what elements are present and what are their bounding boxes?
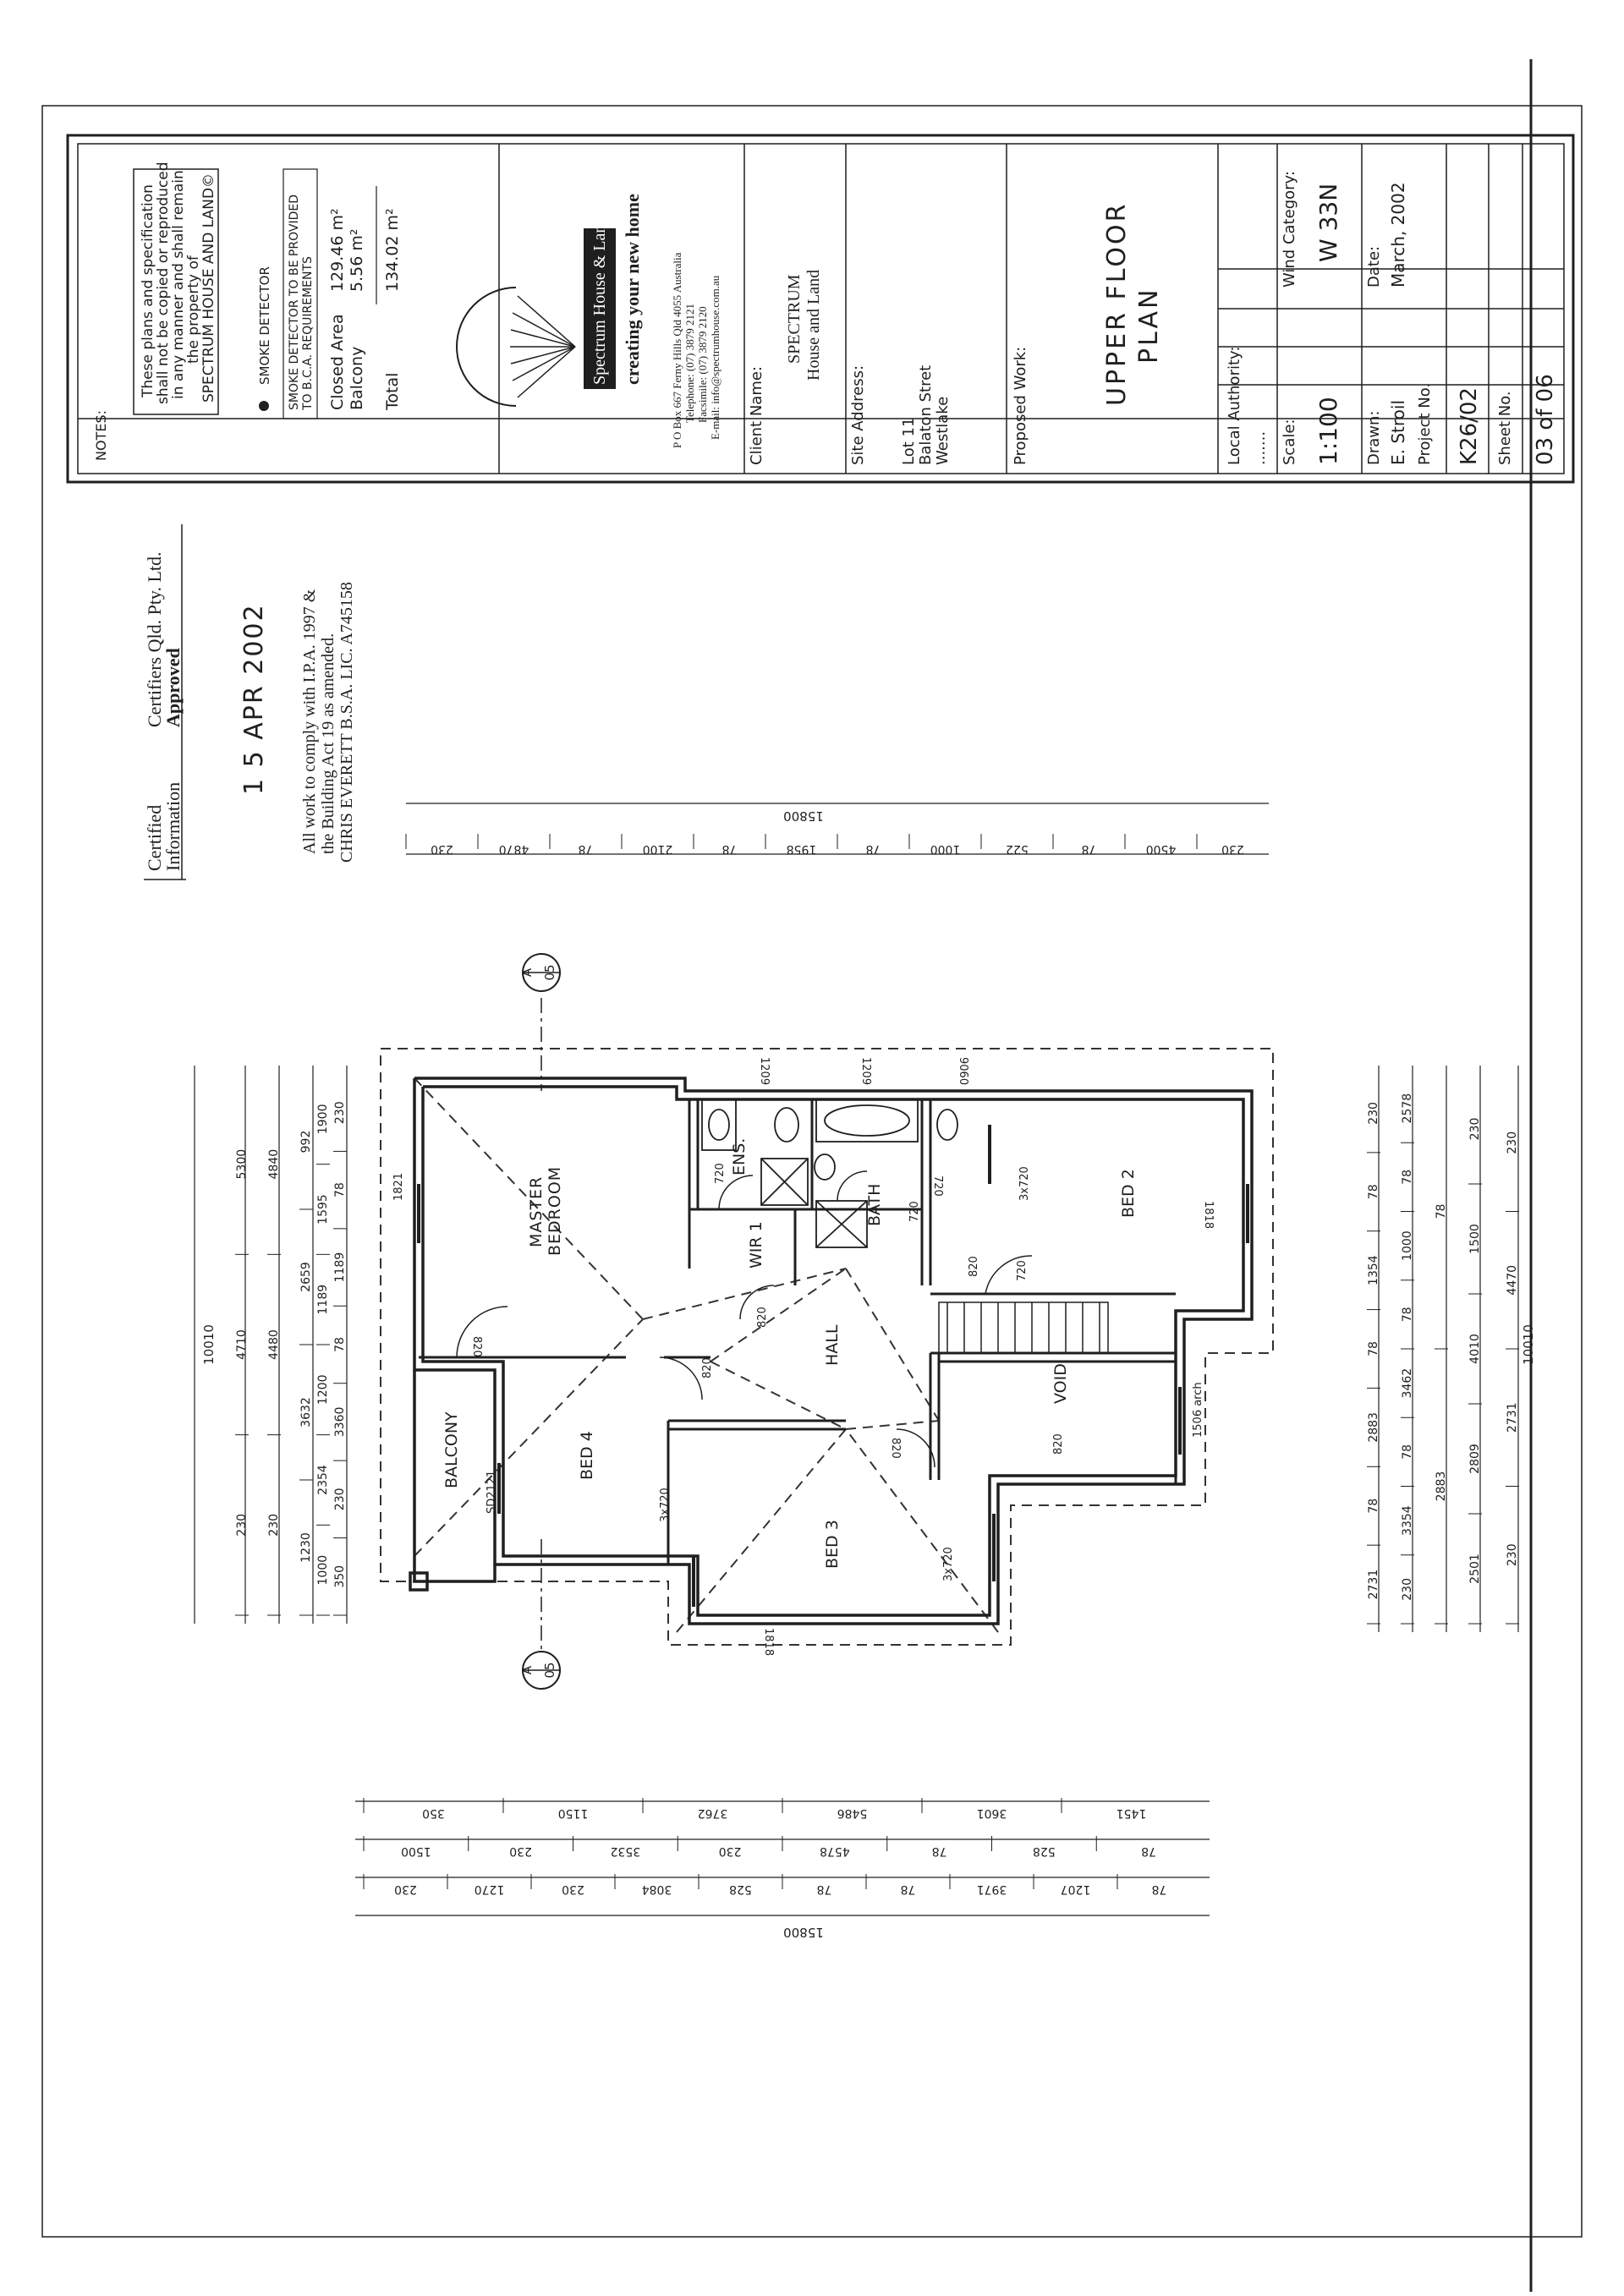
drawn-value: E. Stroil — [1388, 399, 1408, 465]
smoke-detector-icon — [259, 401, 269, 411]
dimension-label: 350 — [422, 1806, 445, 1820]
authority-label: Local Authority: — [1226, 346, 1243, 465]
dimension-label: 78 — [333, 1337, 347, 1352]
work-line: PLAN — [1134, 287, 1164, 364]
dimension-label: 1451 — [1116, 1806, 1147, 1820]
area-value: 129.46 m² — [328, 208, 347, 292]
smoke-detector-label: SMOKE DETECTOR — [257, 266, 272, 385]
dimension-label: 230 — [267, 1513, 281, 1537]
dimension-label: 230 — [394, 1882, 417, 1896]
dim-right-overall: 10010 — [1521, 1324, 1536, 1365]
dimension-label: 2501 — [1468, 1553, 1482, 1584]
door-size-label: 3x720 — [942, 1547, 955, 1581]
scale-value: 1:100 — [1314, 397, 1342, 465]
company-tagline: creating your new home — [622, 194, 643, 385]
room-label-bed3: BED 3 — [823, 1520, 842, 1569]
stamp-compliance-line: All work to comply with I.P.A. 1997 & — [300, 589, 319, 854]
dimension-label: 230 — [562, 1882, 584, 1896]
dimension-label: 1270 — [474, 1882, 505, 1896]
address-line: E-mail: info@spectrumhouse.com.au — [709, 275, 721, 440]
dimension-label: 78 — [333, 1182, 347, 1198]
stamp-compliance-line: the Building Act 19 as amended. — [319, 633, 337, 854]
dim-left-overall: 10010 — [201, 1324, 217, 1365]
dimension-label: 2578 — [1401, 1093, 1414, 1124]
dimension-label: 4470 — [1506, 1264, 1519, 1296]
area-value: 134.02 m² — [383, 208, 402, 292]
dimension-label: 78 — [816, 1882, 832, 1896]
section-letter: A — [519, 1665, 535, 1675]
dimension-label: 78 — [1367, 1184, 1380, 1200]
date-value: March, 2002 — [1388, 182, 1408, 288]
room-label-balcony: BALCONY — [442, 1411, 461, 1488]
door-size-label: 820 — [470, 1336, 483, 1357]
address-line: P O Box 667 Ferny Hills Qld 4055 Australia — [671, 252, 683, 448]
authority-value: ....... — [1251, 430, 1269, 465]
dimension-label: 1595 — [316, 1194, 330, 1225]
door-size-label: 3x720 — [1018, 1166, 1031, 1201]
dimension-label: 3762 — [697, 1806, 728, 1820]
dimension-label: 4840 — [267, 1148, 281, 1180]
dimension-label: 78 — [1435, 1203, 1448, 1219]
section-letter: A — [519, 967, 535, 978]
dimension-label: 78 — [578, 842, 594, 856]
door-size-label: 9060 — [957, 1057, 969, 1086]
dimension-label: 4870 — [498, 842, 529, 856]
notes-heading: NOTES: — [93, 410, 109, 461]
copyright-line: the property of — [185, 255, 202, 364]
area-label: Closed Area — [328, 314, 347, 410]
room-label-void: VOID — [1051, 1363, 1070, 1404]
dimension-label: 3354 — [1401, 1505, 1414, 1536]
room-label-bed2: BED 2 — [1119, 1169, 1138, 1218]
dimension-label: 992 — [299, 1130, 313, 1153]
dimension-label: 78 — [1081, 842, 1097, 856]
door-size-label: 820 — [701, 1357, 714, 1378]
door-size-label: 720 — [908, 1201, 921, 1222]
dimension-label: 4710 — [235, 1329, 249, 1360]
dimension-label: 5486 — [837, 1806, 868, 1820]
client-line: SPECTRUM — [785, 274, 804, 364]
smoke-note-line: SMOKE DETECTOR TO BE PROVIDED — [288, 195, 301, 410]
dimension-label: 2731 — [1367, 1569, 1380, 1600]
dimension-label: 1000 — [316, 1554, 330, 1586]
door-size-label: 820 — [968, 1256, 980, 1277]
client-line: House and Land — [804, 269, 823, 381]
dimension-label: 78 — [1367, 1498, 1380, 1514]
dim-top-overall: 15800 — [783, 808, 824, 824]
door-size-label: 820 — [756, 1307, 769, 1328]
dimension-label: 1230 — [299, 1532, 313, 1563]
room-label-ens: ENS. — [730, 1137, 749, 1175]
dimension-label: 3462 — [1401, 1367, 1414, 1399]
dimension-label: 230 — [1401, 1578, 1414, 1601]
copyright-line: SPECTRUM HOUSE AND LAND© — [200, 173, 217, 403]
copyright-line: shall not be copied or reproduced — [155, 162, 172, 404]
section-number: 05 — [542, 1662, 557, 1679]
dimension-label: 2100 — [642, 842, 673, 856]
door-size-label: 720 — [931, 1175, 944, 1197]
dimension-label: 1150 — [557, 1806, 589, 1820]
address-line: Telephone: (07) 3879 2121 — [683, 304, 696, 423]
copyright-line: in any manner and shall remain — [170, 170, 187, 399]
dimension-label: 2809 — [1468, 1444, 1482, 1474]
door-size-label: 720 — [1016, 1260, 1029, 1281]
sheet-label: Sheet No. — [1496, 391, 1514, 465]
site-label: Site Address: — [849, 364, 867, 465]
sheet-value: 03 of 06 — [1533, 374, 1558, 465]
stamp-compliance-line: CHRIS EVERETT B.S.A. LIC. A745158 — [337, 582, 356, 863]
stamp-approved: Approved — [162, 648, 184, 727]
dimension-label: 350 — [333, 1564, 347, 1588]
dimension-label: 230 — [718, 1844, 742, 1858]
dimension-label: 1500 — [401, 1844, 431, 1858]
section-number: 05 — [542, 964, 557, 981]
dimension-label: 2659 — [299, 1262, 313, 1292]
wind-value: W 33N — [1314, 183, 1342, 262]
door-size-label: 3x720 — [659, 1488, 672, 1522]
dimension-label: 2883 — [1435, 1471, 1448, 1502]
date-label: Date: — [1365, 245, 1383, 288]
dimension-label: 5300 — [235, 1148, 249, 1180]
room-label-master: MASTER — [527, 1175, 546, 1247]
site-line: Lot 11 — [900, 417, 918, 465]
dim-bottom-overall: 15800 — [783, 1925, 824, 1940]
address-line: Facsimile: (07) 3879 2120 — [696, 306, 709, 423]
door-size-label: 1209 — [758, 1057, 771, 1086]
dimension-label: 2354 — [316, 1465, 330, 1495]
dimension-label: 78 — [1141, 1844, 1157, 1858]
door-size-label: SD2121 — [486, 1470, 498, 1514]
dimension-label: 78 — [1401, 1307, 1414, 1323]
dimension-label: 78 — [1401, 1444, 1414, 1460]
dimension-label: 4500 — [1145, 842, 1177, 856]
dimension-label: 522 — [1006, 842, 1029, 856]
dimension-label: 230 — [333, 1101, 347, 1125]
dimension-label: 78 — [1401, 1169, 1414, 1185]
dimension-label: 1958 — [786, 842, 817, 856]
stamp-date: 1 5 APR 2002 — [239, 603, 269, 795]
dimension-label: 3360 — [333, 1406, 347, 1438]
room-label-master: BEDROOM — [546, 1165, 564, 1256]
dimension-label: 230 — [1506, 1543, 1519, 1567]
site-line: Balaton Stret — [917, 364, 935, 465]
work-line: UPPER FLOOR — [1102, 201, 1132, 406]
dimension-label: 528 — [1033, 1844, 1056, 1858]
dimension-label: 3084 — [641, 1882, 672, 1896]
room-label-hall: HALL — [823, 1324, 842, 1366]
room-label-bed4: BED 4 — [578, 1431, 596, 1480]
site-line: Westlake — [934, 396, 952, 465]
dimension-label: 3601 — [976, 1806, 1007, 1820]
dimension-label: 4480 — [267, 1329, 281, 1360]
scale-label: Scale: — [1281, 419, 1298, 465]
dimension-label: 230 — [431, 842, 453, 856]
dimension-label: 230 — [1506, 1131, 1519, 1154]
arch-label: 1506 arch — [1192, 1382, 1204, 1438]
project-value: K26/02 — [1457, 387, 1482, 465]
dimension-label: 2731 — [1506, 1402, 1519, 1433]
dimension-label: 1354 — [1367, 1255, 1380, 1285]
dimension-label: 1500 — [1468, 1224, 1482, 1254]
dimension-label: 1900 — [316, 1104, 330, 1135]
dimension-label: 230 — [333, 1488, 347, 1511]
dimension-label: 230 — [509, 1844, 532, 1858]
dimension-label: 1207 — [1060, 1882, 1091, 1896]
dimension-label: 230 — [1468, 1117, 1482, 1141]
dimension-label: 3971 — [976, 1882, 1007, 1896]
work-label: Proposed Work: — [1012, 346, 1029, 465]
dimension-label: 2883 — [1367, 1412, 1380, 1443]
area-label: Total — [383, 372, 402, 410]
dimension-label: 230 — [1221, 842, 1244, 856]
door-size-label: 1209 — [859, 1057, 872, 1086]
logo-name: Spectrum House & Land — [590, 216, 609, 385]
door-size-label: 1818 — [1202, 1201, 1215, 1230]
dimension-label: 1000 — [1401, 1230, 1414, 1261]
door-size-label: 1818 — [762, 1628, 775, 1657]
area-label: Balcony — [348, 346, 366, 410]
dimension-label: 78 — [1367, 1341, 1380, 1356]
drawn-label: Drawn: — [1365, 410, 1383, 465]
dimension-label: 3532 — [610, 1844, 641, 1858]
dimension-label: 3632 — [299, 1397, 313, 1427]
dimension-label: 78 — [931, 1844, 947, 1858]
copyright-line: These plans and specification — [140, 184, 156, 397]
stamp-company: Certifiers Qld. Pty. Ltd. — [144, 551, 165, 727]
dimension-label: 78 — [900, 1882, 916, 1896]
door-size-label: 720 — [714, 1163, 727, 1184]
dimension-label: 230 — [235, 1513, 249, 1537]
client-label: Client Name: — [748, 366, 765, 465]
stamp-left-line: Certified — [144, 804, 165, 871]
smoke-note-line: TO B.C.A. REQUIREMENTS — [301, 256, 315, 410]
wind-label: Wind Category: — [1281, 171, 1298, 288]
dimension-label: 4578 — [820, 1844, 850, 1858]
dimension-label: 78 — [721, 842, 738, 856]
dimension-label: 1189 — [316, 1284, 330, 1315]
dimension-label: 78 — [1151, 1882, 1167, 1896]
room-label-wir: WIR 1 — [747, 1221, 765, 1269]
dimension-label: 1200 — [316, 1374, 330, 1406]
stamp-left-line: Information — [162, 781, 184, 871]
door-size-label: 820 — [889, 1438, 902, 1459]
room-label-bath: BATH — [865, 1183, 884, 1226]
dimension-label: 528 — [729, 1882, 752, 1896]
area-value: 5.56 m² — [348, 228, 366, 292]
dimension-label: 230 — [1367, 1102, 1380, 1125]
door-size-label: 820 — [1052, 1433, 1065, 1455]
door-size-label: 1821 — [392, 1172, 405, 1201]
dimension-label: 4010 — [1468, 1334, 1482, 1364]
project-label: Project No. — [1416, 382, 1434, 465]
dimension-label: 1000 — [930, 842, 961, 856]
dimension-label: 78 — [865, 842, 881, 856]
dimension-label: 1189 — [333, 1252, 347, 1283]
